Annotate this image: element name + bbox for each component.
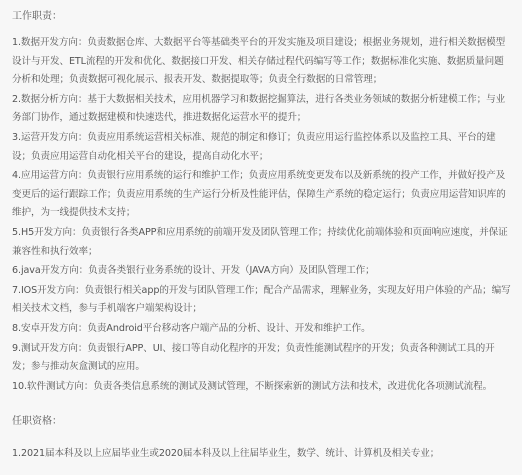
duty-item-8: 8.安卓开发方向：负责Android平台移动客户端产品的分析、设计、开发和维护工作。	[12, 322, 371, 334]
duty-item-7: 7.IOS开发方向：负责银行相关app的开发与团队管理工作；配合产品需求，理解业务，实现友好用户体验的产品；编写相关技术文档，参与手机端客户端架构设计；	[12, 284, 511, 315]
duty-item-4: 4.应用运营方向：负责银行应用系统的运行和维护工作；负责应用系统变更发布以及新系统的投产工作，并做好投产及变更后的运行跟踪工作；负责应用系统的生产运行分析及性能评估，保障生产系统的稳定运行；负责应用运营知识库的维护，为一线提供技术支持；	[12, 170, 506, 219]
duty-item-10: 10.软件测试方向：负责各类信息系统的测试及测试管理，不断探索新的测试方法和技术，改进优化各项测试流程。	[12, 380, 493, 392]
duty-item-3: 3.运营开发方向：负责应用系统运营相关标准、规范的制定和修订；负责应用运行监控体系以及监控工具、平台的建设；负责应用运营自动化相关平台的建设，提高自动化水平；	[12, 131, 496, 162]
requirements-title: 任职资格：	[12, 416, 62, 428]
duty-item-5: 5.H5开发方向：负责银行各类APP和应用系统的前端开发及团队管理工作；持续优化前端体验和页面响应速度，并保证兼容性和执行效率；	[12, 226, 508, 257]
requirement-item-1: 1.2021届本科及以上应届毕业生或2020届本科及以上往届毕业生，数学、统计、计算机及相关专业；	[12, 448, 440, 460]
duty-item-1: 1.数据开发方向：负责数据仓库、大数据平台等基础类平台的开发实施及项目建设；根据业务规划，进行相关数据模型设计与开发、ETL流程的开发和优化、数据接口开发、相关存储过程代码编写等工作；数据标准化实施、数据质量问题分析和处理；负责数据可视化展示、报表开发、数据提取等；负责全行数据的日常管理；	[12, 37, 506, 86]
duty-item-6: 6.java开发方向：负责各类银行业务系统的设计、开发（JAVA方向）及团队管理工作；	[12, 265, 375, 277]
duty-item-9: 9.测试开发方向：负责银行APP、UI、接口等自动化程序的开发；负责性能测试程序的开发；负责各种测试工具的开发；参与推动灰盒测试的应用。	[12, 342, 495, 373]
duty-item-2: 2.数据分析方向：基于大数据相关技术，应用机器学习和数据挖掘算法，进行各类业务领域的数据分析建模工作；与业务部门协作，通过数据建模和快速迭代，推进数据化运营水平的提升；	[12, 93, 506, 124]
section-gap	[12, 397, 512, 411]
duties-title: 工作职责：	[12, 11, 62, 22]
